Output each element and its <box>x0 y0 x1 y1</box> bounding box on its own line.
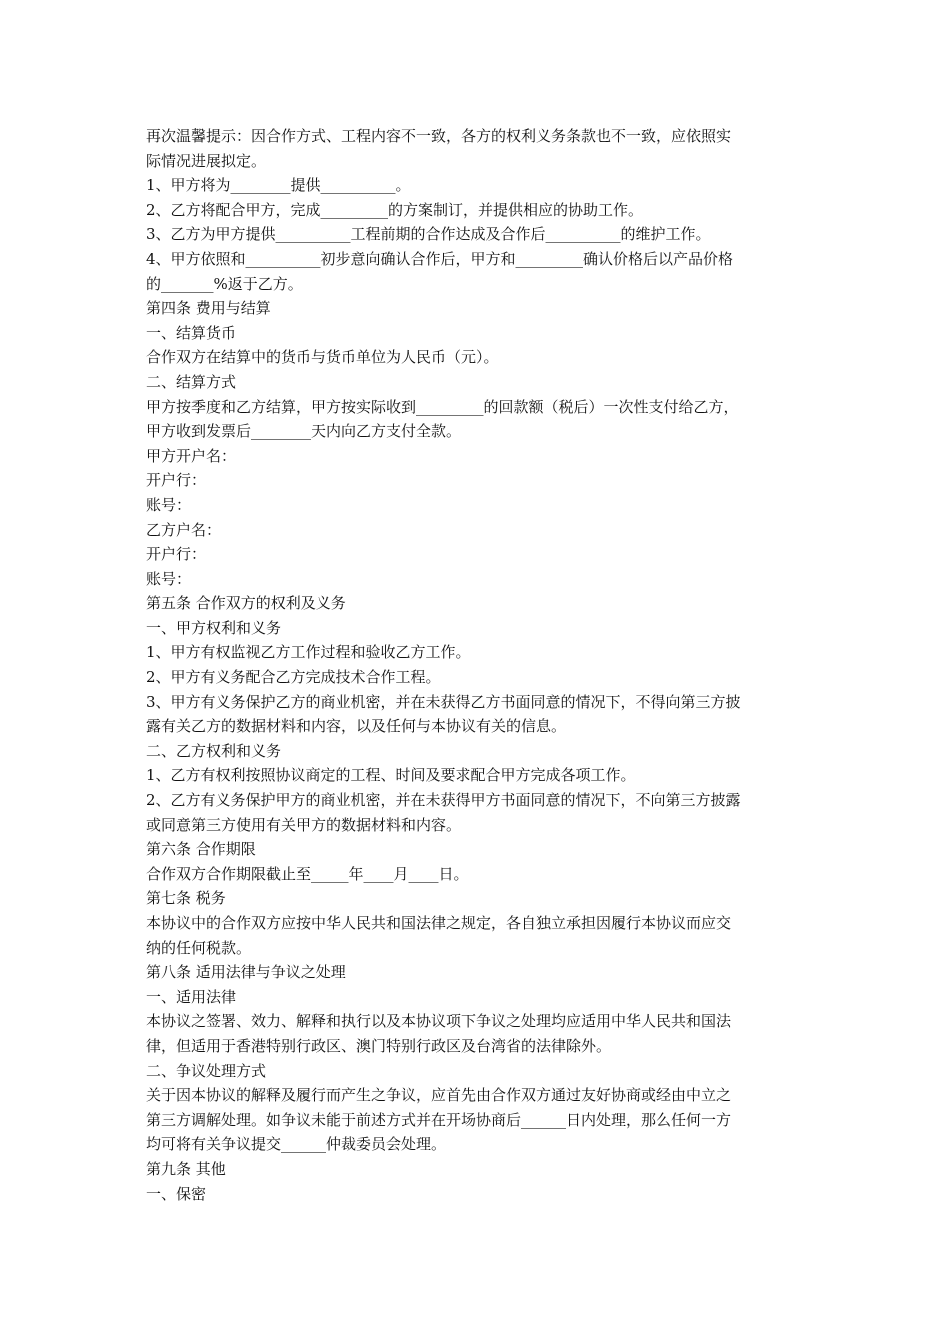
subsection-heading: 一、适用法律 <box>146 987 237 1006</box>
text-line: 的_______%返于乙方。 <box>146 274 303 293</box>
subsection-heading: 二、争议处理方式 <box>146 1061 267 1080</box>
field-label: 开户行： <box>146 471 207 490</box>
text-line: 3、甲方有义务保护乙方的商业机密，并在未获得乙方书面同意的情况下，不得向第三方披 <box>146 692 741 711</box>
text-line: 或同意第三方使用有关甲方的数据材料和内容。 <box>146 815 462 834</box>
text-line: 1、甲方将为________提供__________。 <box>146 176 411 195</box>
text-line: 甲方收到发票后________天内向乙方支付全款。 <box>146 422 462 441</box>
text-line: 甲方按季度和乙方结算，甲方按实际收到_________的回款额（税后）一次性支付给乙方， <box>146 397 739 416</box>
document-body <box>146 124 812 1206</box>
text-line: 1、甲方有权监视乙方工作过程和验收乙方工作。 <box>146 643 471 662</box>
text-line: 际情况进展拟定。 <box>146 151 267 170</box>
subsection-heading: 二、结算方式 <box>146 372 237 391</box>
subsection-heading: 二、乙方权利和义务 <box>146 741 282 760</box>
text-line: 露有关乙方的数据材料和内容，以及任何与本协议有关的信息。 <box>146 717 567 736</box>
section-heading: 第五条 合作双方的权利及义务 <box>146 594 346 613</box>
section-heading: 第七条 税务 <box>146 889 226 908</box>
text-line: 合作双方在结算中的货币与货币单位为人民币（元）。 <box>146 348 499 367</box>
text-line: 2、乙方有义务保护甲方的商业机密，并在未获得甲方书面同意的情况下，不向第三方披露 <box>146 791 741 810</box>
text-line: 关于因本协议的解释及履行而产生之争议，应首先由合作双方通过友好协商或经由中立之 <box>146 1086 732 1105</box>
text-line: 合作双方合作期限截止至_____年____月____日。 <box>146 864 469 883</box>
text-line: 3、乙方为甲方提供__________工程前期的合作达成及合作后__________的维护工作。 <box>146 225 711 244</box>
section-heading: 第八条 适用法律与争议之处理 <box>146 963 346 982</box>
subsection-heading: 一、甲方权利和义务 <box>146 618 282 637</box>
field-label: 甲方开户名： <box>146 446 237 465</box>
section-heading: 第四条 费用与结算 <box>146 299 271 318</box>
section-heading: 第九条 其他 <box>146 1159 226 1178</box>
subsection-heading: 一、保密 <box>146 1184 207 1203</box>
text-line: 1、乙方有权利按照协议商定的工程、时间及要求配合甲方完成各项工作。 <box>146 766 636 785</box>
text-line: 纳的任何税款。 <box>146 938 252 957</box>
field-label: 乙方户名： <box>146 520 222 539</box>
text-line: 2、甲方有义务配合乙方完成技术合作工程。 <box>146 668 441 687</box>
text-line: 再次温馨提示：因合作方式、工程内容不一致，各方的权利义务条款也不一致，应依照实 <box>146 127 732 145</box>
text-line: 2、乙方将配合甲方，完成_________的方案制订，并提供相应的协助工作。 <box>146 200 644 219</box>
text-line: 律，但适用于香港特别行政区、澳门特别行政区及台湾省的法律除外。 <box>146 1036 612 1055</box>
section-heading: 第六条 合作期限 <box>146 840 256 859</box>
text-line: 本协议之签署、效力、解释和执行以及本协议项下争议之处理均应适用中华人民共和国法 <box>146 1012 732 1031</box>
text-line: 第三方调解处理。如争议未能于前述方式并在开场协商后______日内处理，那么任何一方 <box>146 1110 732 1129</box>
text-line: 均可将有关争议提交______仲裁委员会处理。 <box>146 1135 447 1154</box>
text-line: 4、甲方依照和__________初步意向确认合作后，甲方和_________确认价格后以产品价格 <box>146 249 734 268</box>
field-label: 开户行： <box>146 545 207 564</box>
subsection-heading: 一、结算货币 <box>146 323 237 342</box>
field-label: 账号： <box>146 495 192 514</box>
field-label: 账号： <box>146 569 192 588</box>
text-line: 本协议中的合作双方应按中华人民共和国法律之规定，各自独立承担因履行本协议而应交 <box>146 914 732 932</box>
